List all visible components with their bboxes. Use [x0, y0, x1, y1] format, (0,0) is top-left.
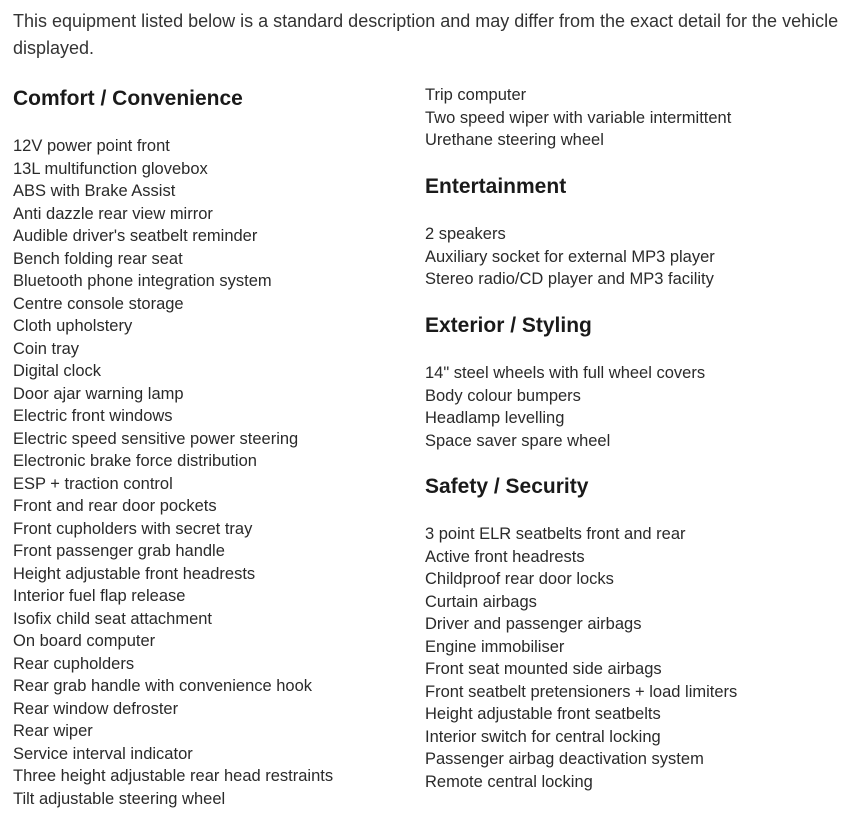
list-item: Passenger airbag deactivation system — [425, 750, 704, 768]
section-heading-comfort: Comfort / Convenience — [13, 87, 243, 110]
list-exterior — [425, 362, 705, 452]
list-item: Rear window defroster — [13, 699, 179, 718]
section-heading-exterior: Exterior / Styling — [425, 314, 592, 337]
list-item: Height adjustable front headrests — [13, 564, 256, 583]
list-item: Electric front windows — [13, 407, 173, 425]
list-item: Height adjustable front seatbelts — [425, 705, 661, 723]
list-item: Curtain airbags — [425, 592, 537, 611]
list-item: On board computer — [13, 632, 156, 650]
list-item: Front seat mounted side airbags — [425, 660, 662, 678]
list-item: Remote central locking — [425, 772, 593, 791]
list-item: Two speed wiper with variable intermittent — [425, 108, 732, 127]
list-item: Centre console storage — [13, 294, 184, 313]
list-item: Isofix child seat attachment — [13, 609, 213, 628]
list-item: Engine immobiliser — [425, 637, 565, 656]
list-item: Interior switch for central locking — [425, 727, 661, 746]
list-item: Space saver spare wheel — [425, 431, 611, 450]
list-item: Audible driver's seatbelt reminder — [13, 227, 258, 245]
list-item: Rear wiper — [13, 722, 93, 740]
list-item: Digital clock — [13, 362, 102, 380]
list-item: 12V power point front — [13, 137, 170, 155]
list-item: Auxiliary socket for external MP3 player — [425, 247, 715, 266]
list-item: Driver and passenger airbags — [425, 615, 642, 633]
list-item: 2 speakers — [425, 225, 506, 243]
list-item: Electric speed sensitive power steering — [13, 429, 299, 448]
list-item: Headlamp levelling — [425, 409, 565, 427]
list-safety — [425, 523, 737, 793]
list-item: Rear grab handle with convenience hook — [13, 677, 313, 695]
list-comfort — [13, 135, 333, 810]
intro-text: This equipment listed below is a standard description and may differ from the exact detail for the vehicle displayed. — [13, 11, 839, 58]
section-heading-entertainment: Entertainment — [425, 175, 567, 198]
list-item: Front and rear door pockets — [13, 497, 217, 515]
list-item: Interior fuel flap release — [13, 587, 186, 605]
list-item: Front cupholders with secret tray — [13, 519, 253, 538]
list-item: Active front headrests — [425, 547, 585, 566]
list-item: Door ajar warning lamp — [13, 384, 184, 403]
list-item: 13L multifunction glovebox — [13, 159, 208, 178]
list-item: Service interval indicator — [13, 744, 193, 763]
list-item: Cloth upholstery — [13, 317, 133, 335]
list-item: Childproof rear door locks — [425, 570, 614, 588]
list-item: ABS with Brake Assist — [13, 182, 176, 200]
list-entertainment — [425, 223, 715, 291]
section-heading-safety: Safety / Security — [425, 475, 589, 498]
list-item: Front passenger grab handle — [13, 542, 225, 560]
list-item: Anti dazzle rear view mirror — [13, 204, 213, 223]
list-item: Stereo radio/CD player and MP3 facility — [425, 270, 714, 288]
list-item: Coin tray — [13, 339, 80, 358]
list-item: Body colour bumpers — [425, 386, 581, 405]
list-item: Three height adjustable rear head restraints — [13, 767, 334, 785]
list-item: Rear cupholders — [13, 654, 135, 673]
list-item: Front seatbelt pretensioners + load limiters — [425, 682, 738, 701]
list-item: Electronic brake force distribution — [13, 452, 257, 470]
list-item: Tilt adjustable steering wheel — [13, 789, 226, 808]
list-item: 14" steel wheels with full wheel covers — [425, 364, 706, 382]
list-item: ESP + traction control — [13, 474, 173, 493]
list-item: Bench folding rear seat — [13, 249, 183, 268]
list-item: Bluetooth phone integration system — [13, 272, 272, 290]
list-comfort-continued — [425, 84, 731, 152]
list-item: 3 point ELR seatbelts front and rear — [425, 525, 686, 543]
list-item: Urethane steering wheel — [425, 131, 604, 149]
list-item: Trip computer — [425, 86, 527, 104]
